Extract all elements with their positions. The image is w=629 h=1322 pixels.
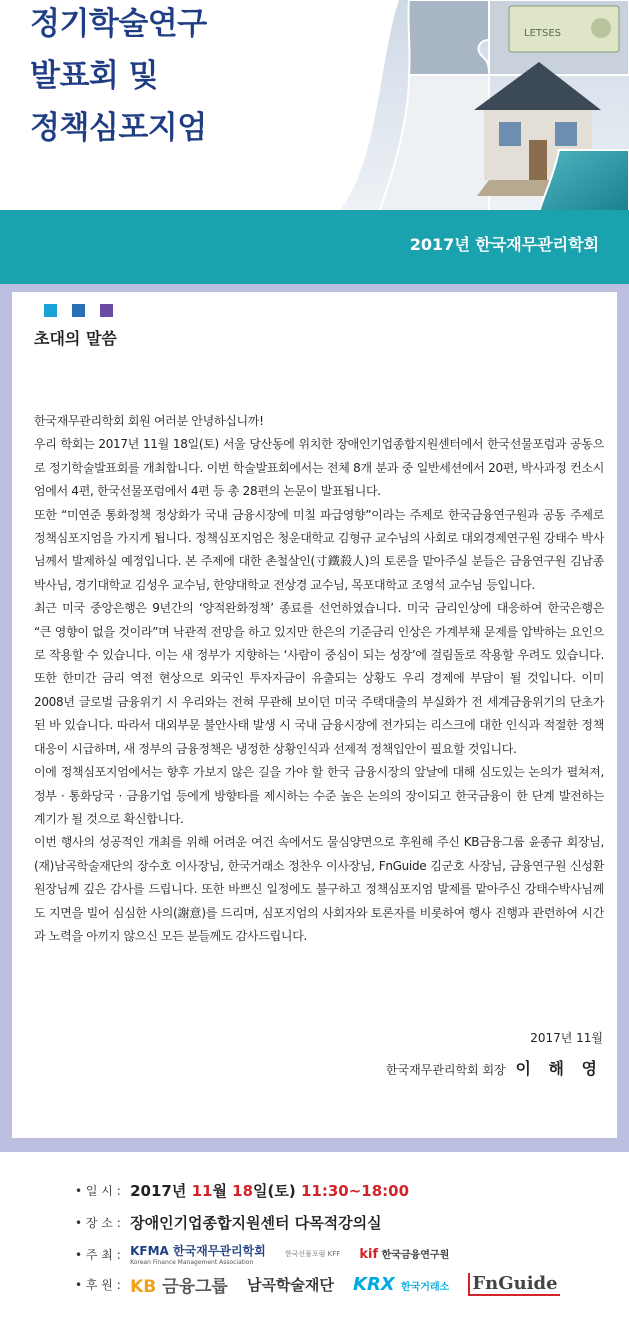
invitation-letter [12,292,617,1138]
kfma-logo: KFMA 한국재무관리학회 Korean Finance Management Association [130,1244,266,1266]
org-year-label: 2017년 한국재무관리학회 [409,235,599,254]
event-date-row [75,1180,409,1208]
header-banner [0,0,629,212]
page-title-line-2: 발표회 및 [30,58,159,94]
letter-paragraph: 최근 미국 중앙은행은 9년간의 ‘양적완화정책’ 종료를 선언하였습니다. 미국 금리인상에 대응하여 한국은행은 “큰 영향이 없을 것이라”며 낙관적 전망을 하고 있지만 한은의 기준금리 인상은 가계부채 문제를 압박하는 요인으로 작용할 수 있습니다. 이는 새 정부가 지향하는 ‘사람이 중심이 되는 성장’에 걸림돌로 작용할 우려도 있습니다. 또한 한미간 금리 역전 현상으로 외국인 투자자금이 유출되는 상황도 우리 경제에 부담이 될 것입니다. 이미 2008년 글로벌 금융위기 시 우리와는 전혀 무관해 보이던 미국 주택대출의 부실화가 전 세계금융위기의 단초가 된 바 있습니다. 따라서 대외부문 불안사태 발생 시 국내 금융시장에 전가되는 리스크에 대한 인식과 적절한 정책대응이 시급하며, 새 정부의 금융정책은 냉정한 상황인식과 선제적 정책입안이 필요할 것입니다. [34,601,604,756]
event-place-row [75,1212,382,1240]
letter-date: 2017년 11월 [530,1031,603,1045]
letter-paragraph: 우리 학회는 2017년 11월 18일(토) 서울 당산동에 위치한 장애인기업종합지원센터에서 한국선물포럼과 공동으로 정기학술발표회를 개최합니다. 이번 학술발표회에서는 전체 8개 분과 중 일반세션에서 20편, 박사과정 컨소시엄에서 4편, 한국선물포럼에서 4편 등 총 28편의 논문이 발표됩니다. [34,437,604,499]
invitation-frame [0,284,629,1152]
svg-text:LETSES: LETSES [524,28,562,39]
event-date-value: 2017년 11월 18일(토) 11:30~18:00 [130,1182,410,1200]
event-date-label: • 일 시 : [75,1184,121,1198]
kff-logo: 한국선물포럼 KFF [284,1250,341,1258]
letter-paragraph: 또한 “미연준 통화정책 정상화가 국내 금융시장에 미칠 파급영향”이라는 주제로 한국금융연구원과 공동 주제로 정책심포지엄을 가지게 됩니다. 정책심포지엄은 청운대학교 김형규 교수님의 사회로 대외경제연구원 강태수 박사님께서 발제하실 예정입니다. 본 주제에 대한 촌철살인(寸鐵殺人)의 토론을 맡아주실 분들은 금융연구원 김남종 박사님, 경기대학교 김성우 교수님, 한양대학교 전상경 교수님, 목포대학교 조영석 교수님 등입니다. [34,507,604,592]
page-title-line-3: 정책심포지엄 [30,110,207,146]
decor-square-icon [44,304,57,317]
letter-body [34,410,604,948]
namgok-logo: 남곡학술재단 [246,1276,334,1294]
decor-square-icon [100,304,113,317]
letter-paragraph: 이에 정책심포지엄에서는 향후 가보지 않은 길을 가야 할 한국 금융시장의 앞날에 대해 심도있는 논의가 펼쳐져, 정부 · 통화당국 · 금융기업 등에게 방향타를 제시하는 수준 높은 논의의 장이되고 한국금융이 한 단계 발전하는 계기가 될 것으로 확신합니다. [34,765,604,826]
letter-signature [386,1056,603,1079]
krx-logo: KRX 한국거래소 [353,1274,450,1295]
decor-square-icon [72,304,85,317]
page-title-line-1: 정기학술연구 [30,6,207,42]
signer-name: 이 해 영 [515,1059,603,1078]
letter-paragraph: 이번 행사의 성공적인 개최를 위해 어려운 여건 속에서도 물심양면으로 후원해 주신 KB금융그룹 윤종규 회장님, (재)남곡학술재단의 장수호 이사장님, 한국거래소 정찬우 이사장님, FnGuide 김군호 사장님, 금융연구원 신성환 원장님께 깊은 감사를 드립니다. 또한 바쁘신 일정에도 불구하고 정책심포지엄 발제를 맡아주신 강태수박사님께도 지면을 빌어 심심한 사의(謝意)를 드리며, 심포지엄의 사회자와 토론자를 비롯하여 행사 진행과 관련하여 시간과 노력을 아끼지 않으신 모든 분들께도 감사드립니다. [34,835,604,943]
event-place-label: • 장 소 : [75,1216,121,1230]
banknote-icon [509,6,619,52]
puzzle-house-illustration [339,0,629,212]
event-place-value: 장애인기업종합지원센터 다목적강의실 [130,1214,382,1232]
event-sponsor-row [75,1272,574,1300]
event-sponsor-label: • 후 원 : [75,1278,121,1292]
event-host-label: • 주 최 : [75,1247,121,1262]
kb-logo: KB 금융그룹 [130,1277,228,1297]
event-host-row [75,1242,463,1270]
letter-title: 초대의 말씀 [34,329,117,348]
kif-logo: kif 한국금융연구원 [359,1247,450,1262]
letter-paragraph: 한국재무관리학회 회원 여러분 안녕하십니까! [34,414,264,428]
fnguide-logo: FnGuide [468,1273,559,1296]
signer-role: 한국재무관리학회 회장 [385,1063,506,1077]
